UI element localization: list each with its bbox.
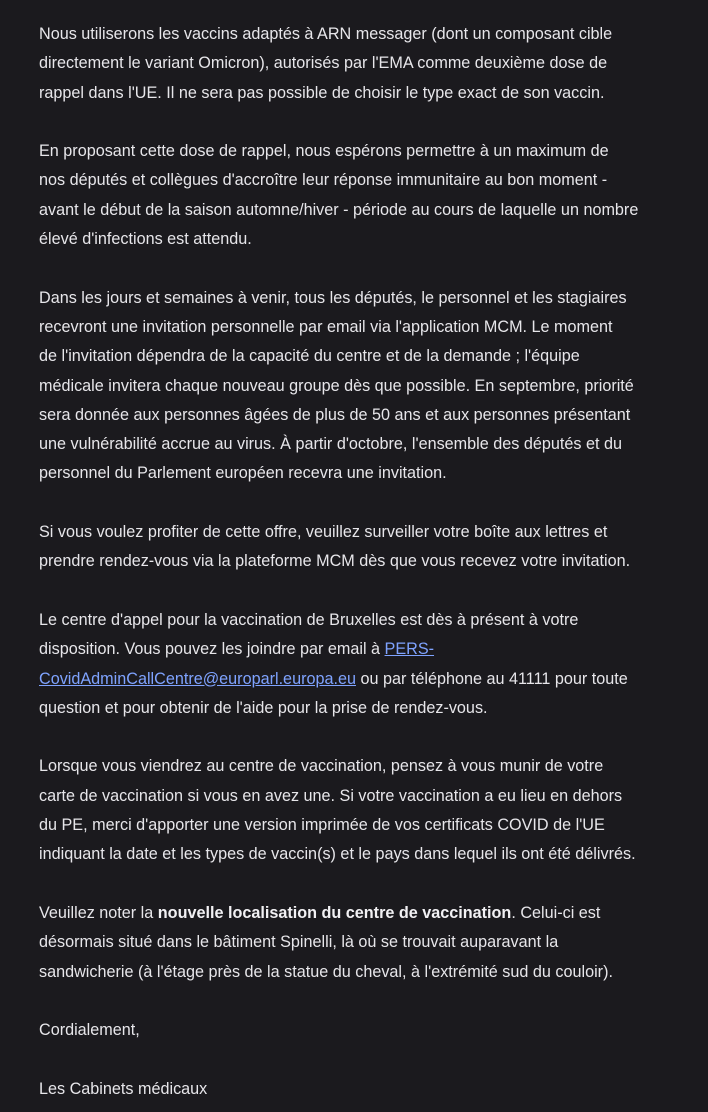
text-line: directement le variant Omicron), autorisés par l'EMA comme deuxième dose de: [39, 54, 608, 73]
text-line: [39, 635, 688, 664]
text-line: désormais situé dans le bâtiment Spinelli, là où se trouvait auparavant la: [39, 933, 559, 952]
text-line: question et pour obtenir de l'aide pour la prise de rendez-vous.: [39, 698, 488, 717]
text-line: personnel du Parlement européen recevra une invitation.: [39, 464, 447, 483]
text-line: nos députés et collègues d'accroître leur réponse immunitaire au bon moment -: [39, 171, 608, 190]
text-line: Lorsque vous viendrez au centre de vaccination, pensez à vous munir de votre: [39, 757, 604, 776]
text-line: prendre rendez-vous via la plateforme MCM dès que vous recevez votre invitation.: [39, 552, 631, 571]
text-line: sera donnée aux personnes âgées de plus de 50 ans et aux personnes présentant: [39, 405, 631, 424]
text-line: [39, 665, 688, 694]
text-line: [39, 899, 688, 928]
signature-text: Les Cabinets médicaux: [39, 1079, 208, 1098]
text-line: rappel dans l'UE. Il ne sera pas possible de choisir le type exact de son vaccin.: [39, 83, 605, 102]
text-line: sandwicherie (à l'étage près de la statue du cheval, à l'extrémité sud du couloir).: [39, 962, 613, 981]
text-line: indiquant la date et les types de vaccin(s) et le pays dans lequel ils ont été délivrés.: [39, 845, 636, 864]
text-line: de l'invitation dépendra de la capacité du centre et de la demande ; l'équipe: [39, 347, 580, 366]
text-line: une vulnérabilité accrue au virus. À partir d'octobre, l'ensemble des députés et du: [39, 435, 622, 454]
paragraph-offer: [39, 518, 688, 577]
text-line: recevront une invitation personnelle par email via l'application MCM. Le moment: [39, 317, 613, 336]
text-fragment: ou par téléphone au 41111 pour toute: [355, 669, 628, 688]
paragraph-call-centre: [39, 606, 688, 723]
closing: [39, 1016, 688, 1045]
text-line: carte de vaccination si vous en avez une. Si votre vaccination a eu lieu en dehors: [39, 786, 623, 805]
paragraph-invitations: [39, 284, 688, 489]
text-line: Le centre d'appel pour la vaccination de Bruxelles est dès à présent à votre: [39, 610, 579, 629]
paragraph-booster: [39, 137, 688, 254]
text-line: Si vous voulez profiter de cette offre, veuillez surveiller votre boîte aux lettres et: [39, 523, 608, 542]
call-centre-email-link[interactable]: PERS-: [384, 640, 435, 659]
text-line: du PE, merci d'apporter une version imprimée de vos certificats COVID de l'UE: [39, 816, 605, 835]
call-centre-email-link-continued[interactable]: CovidAdminCallCentre@europarl.europa.eu: [39, 669, 356, 688]
text-fragment: . Celui-ci est: [511, 903, 601, 922]
bold-location-text: nouvelle localisation du centre de vaccination: [157, 903, 512, 922]
paragraph-vaccines: [39, 20, 688, 108]
paragraph-new-location: [39, 899, 688, 987]
signature: [39, 1075, 688, 1104]
text-fragment: disposition. Vous pouvez les joindre par email à: [39, 640, 385, 659]
text-line: Dans les jours et semaines à venir, tous les députés, le personnel et les stagiaires: [39, 288, 627, 307]
closing-text: Cordialement,: [39, 1021, 140, 1040]
paragraph-vaccination-card: [39, 752, 688, 869]
text-fragment: Veuillez noter la: [39, 903, 158, 922]
text-line: Nous utiliserons les vaccins adaptés à ARN messager (dont un composant cible: [39, 25, 613, 43]
text-line: avant le début de la saison automne/hiver - période au cours de laquelle un nombre: [39, 200, 639, 219]
text-line: En proposant cette dose de rappel, nous espérons permettre à un maximum de: [39, 142, 609, 161]
text-line: élevé d'infections est attendu.: [39, 230, 252, 249]
text-line: médicale invitera chaque nouveau groupe dès que possible. En septembre, priorité: [39, 376, 634, 395]
